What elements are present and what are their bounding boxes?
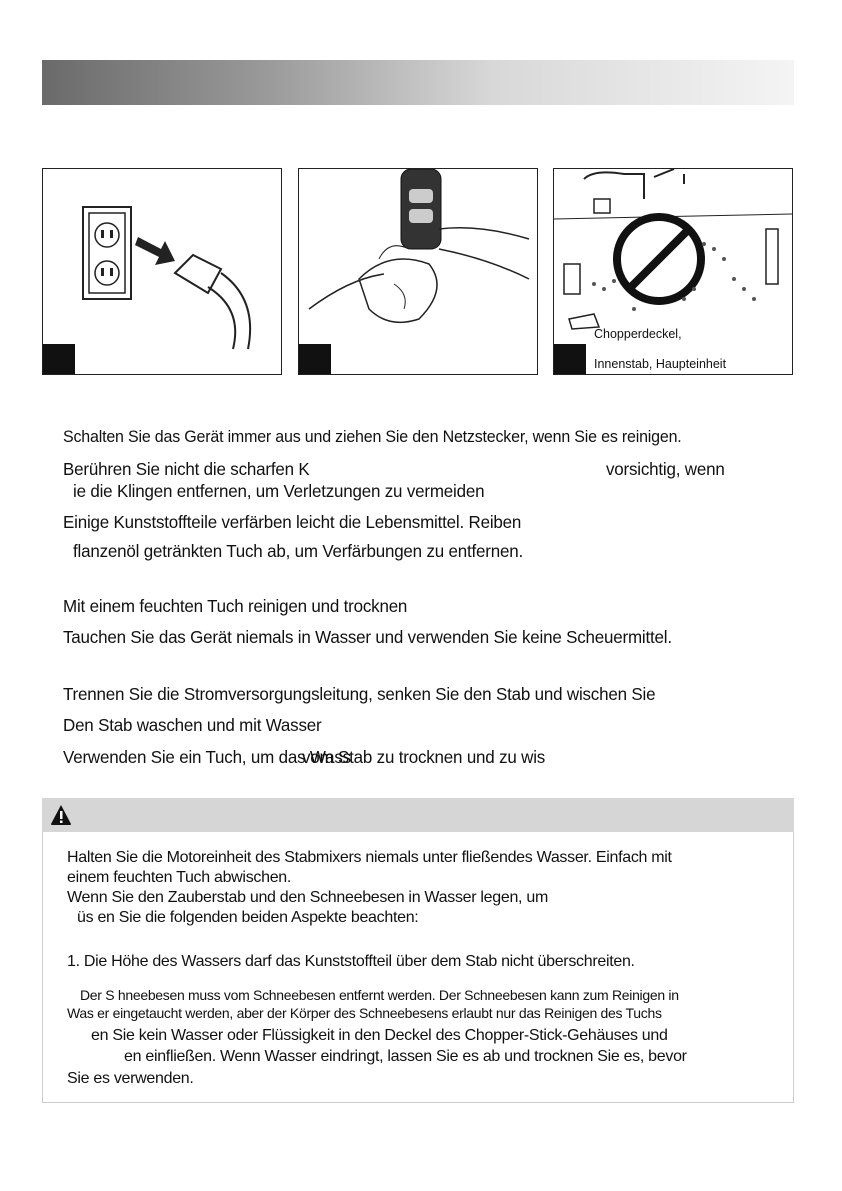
warning-line: Was er eingetaucht werden, aber der Körper des Schneebesens erlaubt nur das Reinigen des Tuchs [67,1005,662,1021]
unplug-socket-illustration [43,169,281,374]
caption-chopper-lid: Chopperdeckel, [594,327,682,341]
warning-line: en Sie kein Wasser oder Flüssigkeit in den Deckel des Chopper-Stick-Gehäuses und [91,1027,668,1044]
instruction-line: Den Stab waschen und mit Wasser [63,715,322,735]
caption-inner-rod: Innenstab, Haupteinheit [594,357,727,371]
no-dishwasher-illustration [554,169,792,374]
warning-line: Halten Sie die Motoreinheit des Stabmixers niemals unter fließendes Wasser. Einfach mit [67,849,672,866]
warning-line: en einfließen. Wenn Wasser eindringt, lassen Sie es ab und trocknen Sie es, bevor [124,1048,687,1065]
warning-header-bar [42,798,794,832]
instruction-line: Einige Kunststoffteile verfärben leicht die Lebensmittel. Reiben [63,512,522,532]
warning-line: Der S hneebesen muss vom Schneebesen entfernt werden. Der Schneebesen kann zum Reinigen in [80,987,679,1003]
step-number-block-2 [299,344,331,374]
panel-no-dishwasher [553,168,793,375]
panel-unplug [42,168,282,375]
warning-line: üs en Sie die folgenden beiden Aspekte beachten: [77,909,419,926]
section-header-bar [42,60,794,105]
instruction-line: vorsichtig, wenn [606,459,725,479]
instruction-line: Tauchen Sie das Gerät niemals in Wasser und verwenden Sie keine Scheuermittel. [63,627,672,647]
warning-line: einem feuchten Tuch abwischen. [67,869,292,886]
warning-triangle-icon [50,804,72,826]
wipe-with-cloth-illustration [299,169,537,374]
warning-line: Wenn Sie den Zauberstab und den Schneebesen in Wasser legen, um [67,889,548,906]
warning-line: Sie es verwenden. [67,1070,194,1087]
warning-line: 1. Die Höhe des Wassers darf das Kunststoffteil über dem Stab nicht überschreiten. [67,953,635,970]
step-number-block-3 [554,344,586,374]
panel-wipe [298,168,538,375]
instruction-line: vom Stab zu trocknen und zu wis [302,747,546,767]
instruction-line: Schalten Sie das Gerät immer aus und ziehen Sie den Netzstecker, wenn Sie es reinigen. [63,428,682,446]
instruction-line: ie die Klingen entfernen, um Verletzungen zu vermeiden [73,481,485,501]
warning-box [42,832,794,1103]
instruction-line: Trennen Sie die Stromversorgungsleitung, senken Sie den Stab und wischen Sie [63,684,656,704]
instruction-line: Mit einem feuchten Tuch reinigen und trocknen [63,596,408,616]
step-number-block-1 [43,344,75,374]
instruction-line: flanzenöl getränkten Tuch ab, um Verfärbungen zu entfernen. [73,541,524,561]
instruction-line: Berühren Sie nicht die scharfen K [63,459,310,479]
instruction-line: Verwenden Sie ein Tuch, um das Wass [63,747,351,767]
